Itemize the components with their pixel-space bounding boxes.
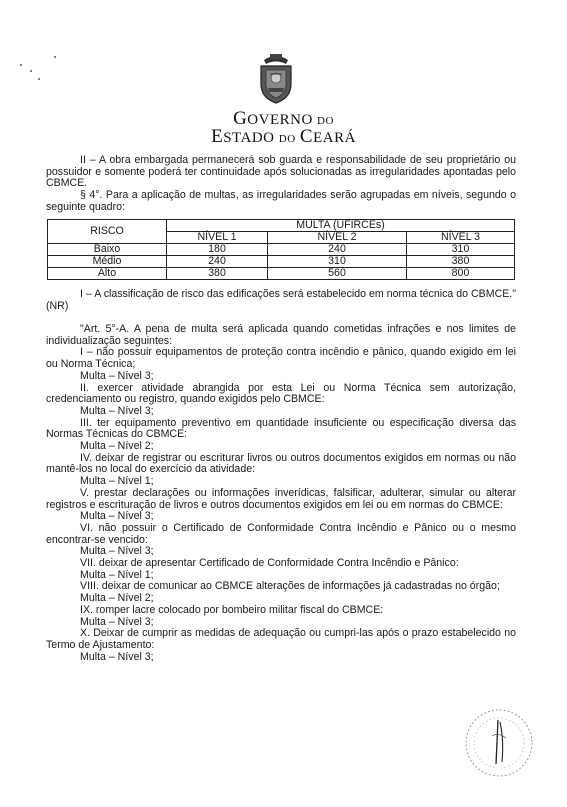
article-item-multa: Multa – Nível 3; xyxy=(80,545,154,558)
table-cell: 560 xyxy=(268,268,407,280)
article-intro: "Art. 5°-A. A pena de multa será aplicada quando cometidas infrações e nos limites de individualização seguintes: xyxy=(46,323,516,347)
article-item-multa: Multa – Nível 3; xyxy=(80,369,154,382)
article-item: IX. romper lacre colocado por bombeiro militar fiscal do CBMCE: xyxy=(80,603,384,616)
header-letter: G xyxy=(233,108,248,129)
table-cell-risk: Alto xyxy=(48,268,167,280)
article-item-multa: Multa – Nível 3; xyxy=(80,650,154,663)
article-item: I – não possuir equipamentos de proteção contra incêndio e pânico, quando exigido em lei ou Norma Técnica; xyxy=(46,346,516,371)
table-row xyxy=(48,244,515,256)
article-item: III. ter equipamento preventivo em quantidade insuficiente ou especificação diversa das Normas Técnicas do CBMCE: xyxy=(46,416,516,441)
table-cell: 380 xyxy=(167,268,268,280)
article-5a xyxy=(46,324,516,663)
article-item: IV. deixar de registrar ou escriturar livros ou outros documentos exigidos em normas ou não mantê-los no local do exercício da atividade: xyxy=(46,451,516,476)
header-word-small: DO xyxy=(317,115,334,127)
table-header-risco: RISCO xyxy=(48,220,167,244)
table-cell-risk: Baixo xyxy=(48,244,167,256)
header-letter: C xyxy=(299,126,314,147)
scan-speck xyxy=(38,78,40,80)
table-cell: 240 xyxy=(268,244,407,256)
article-item: II. exercer atividade abrangida por esta Lei ou Norma Técnica sem autorização, credenciamento ou registro, quando exigidos pelo CBMCE: xyxy=(46,381,516,406)
table-header-level-3: NÍVEL 3 xyxy=(407,232,515,244)
table-cell: 380 xyxy=(407,256,515,268)
header-word: EARÁ xyxy=(313,130,356,146)
table-cell-risk: Médio xyxy=(48,256,167,268)
table-header-multa: MULTA (UFIRCEs) xyxy=(167,220,515,232)
table-row xyxy=(48,256,515,268)
article-item-multa: Multa – Nível 2; xyxy=(80,592,154,605)
table-cell: 310 xyxy=(268,256,407,268)
table-cell: 240 xyxy=(167,256,268,268)
article-item: X. Deixar de cumprir as medidas de adequação ou cumpri-las após o prazo estabelecido no Termo de Ajustamento: xyxy=(46,627,516,651)
table-header-level-2: NÍVEL 2 xyxy=(268,232,407,244)
header-letter: E xyxy=(211,126,224,147)
article-item-multa: Multa – Nível 2; xyxy=(80,440,154,453)
article-item: V. prestar declarações ou informações inverídicas, falsificar, adulterar, simular ou alterar registros e escrituração de livros e outros documentos exigidos em lei ou em normas do CBMCE: xyxy=(46,486,516,511)
article-item: VI. não possuir o Certificado de Conformidade Contra Incêndio e Pânico ou o mesmo encontrar-se vencido: xyxy=(46,521,516,546)
scan-speck xyxy=(54,56,56,58)
header-word: STADO xyxy=(223,130,275,146)
risk-fine-table xyxy=(47,219,515,280)
scan-speck xyxy=(20,64,22,66)
paragraph-obra-embargada: II – A obra embargada permanecerá sob guarda e responsabilidade de seu proprietário ou possuidor e somente poderá ter continuidade após solucionadas as irregularidades apontadas pelo CBMCE. xyxy=(46,154,516,190)
table-cell: 310 xyxy=(407,244,515,256)
article-item-multa: Multa – Nível 1; xyxy=(80,568,154,581)
table-header-level-1: NÍVEL 1 xyxy=(167,232,268,244)
header-word: OVERNO xyxy=(247,112,313,128)
article-item: VIII. deixar de comunicar ao CBMCE alterações de informações já cadastradas no órgão; xyxy=(80,580,500,593)
official-stamp-icon xyxy=(462,706,536,780)
intro-paragraphs xyxy=(46,155,516,214)
table-header-row xyxy=(48,220,515,232)
header-estado xyxy=(0,126,567,148)
article-item-multa: Multa – Nível 3; xyxy=(80,615,154,628)
article-item-multa: Multa – Nível 3; xyxy=(80,510,154,523)
table-row xyxy=(48,268,515,280)
state-crest-icon xyxy=(256,52,296,104)
table-cell: 800 xyxy=(407,268,515,280)
table-cell: 180 xyxy=(167,244,268,256)
article-item: VII. deixar de apresentar Certificado de Conformidade Contra Incêndio e Pânico: xyxy=(80,557,459,570)
classification-note xyxy=(46,289,516,312)
scan-speck xyxy=(30,70,32,72)
article-item-multa: Multa – Nível 1; xyxy=(80,475,154,488)
header-word-small: DO xyxy=(278,133,296,145)
paragraph-section-4: § 4°. Para a aplicação de multas, as irregularidades serão agrupadas em níveis, segundo o seguinte quadro: xyxy=(46,189,516,213)
article-item-multa: Multa – Nível 3; xyxy=(80,404,154,417)
paragraph-classification: I – A classificação de risco das edificações será estabelecido em norma técnica do CBMCE." (NR) xyxy=(46,288,516,312)
